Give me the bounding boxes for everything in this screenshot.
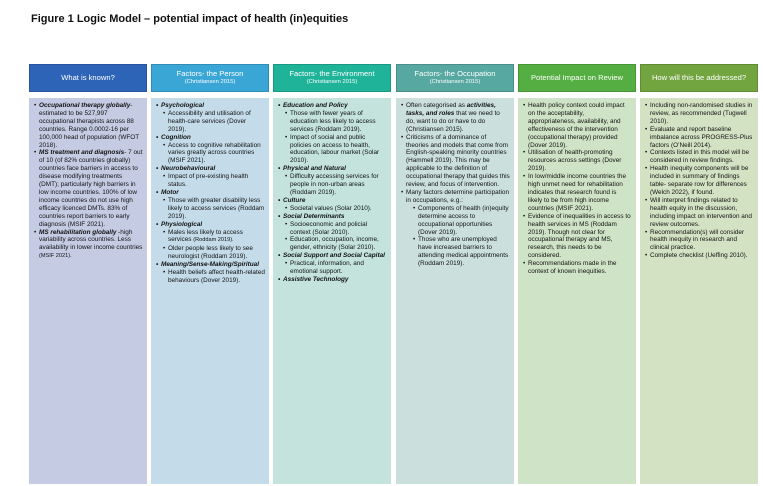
list-item: • Socioeconomic and policial context (Solar 2010). — [278, 221, 387, 237]
list-item: • Including non-randomised studies in review, as recommended (Tugwell 2010). — [645, 102, 754, 126]
column-body — [396, 98, 514, 484]
list-item: • Practical, information, and emotional support. — [278, 260, 387, 276]
column-header — [396, 64, 514, 92]
column-header — [518, 64, 636, 92]
list-item: • In low/middle income countries the high unmet need for rehabilitation indicates that research found is likely to be from high income countries (MSIF 2021). — [523, 173, 632, 213]
list-item: • Accessibility and utilisation of health-care services (Dover 2019). — [156, 110, 265, 134]
list-item: • Occupational therapy globally- estimated to be 527,997 occupational therapists across 88 countries. Range 0.0002-16 per 100,000 head of population (WFOT 2018). — [34, 102, 143, 149]
list-item: • Criticisms of a dominance of theories and models that come from English-speaking minority countries (Hammell 2019). This may be applicable to the definition of occupational therapy that guides this review, and focus of intervention. — [401, 134, 510, 189]
list-item: • Those with fewer years of education less likely to access services (Roddam 2019). — [278, 110, 387, 134]
column-factors-environment — [273, 64, 391, 484]
column-body — [151, 98, 269, 484]
list-item: • Difficulty accessing services for people in non-urban areas (Roddam 2019). — [278, 173, 387, 197]
list-item: • Utilisation of health-promoting resources across settings (Dover 2019). — [523, 149, 632, 173]
column-header — [273, 64, 391, 92]
column-body — [29, 98, 147, 484]
list-item: • Evaluate and report baseline imbalance across PROGRESS-Plus factors (O’Neill 2014). — [645, 126, 754, 150]
category-heading: • Education and Policy — [278, 102, 387, 110]
category-heading: • Physical and Natural — [278, 165, 387, 173]
column-what-is-known — [29, 64, 147, 484]
figure-title: Figure 1 Logic Model – potential impact of health (in)equities — [31, 13, 349, 25]
column-header-subtitle: (Christiansen 2015) — [184, 78, 236, 85]
category-heading: • Meaning/Sense-Making/Spiritual — [156, 261, 265, 269]
category-heading: • Neurobehavioural — [156, 165, 265, 173]
column-header-title: Factors- the Environment — [289, 69, 375, 79]
sub-list-item: • Components of health (in)equity determine access to occupational opportunities (Dover 2019). — [406, 205, 510, 237]
sub-list-item: • Those who are unemployed have increased barriers to attending medical appointments (Roddam 2019). — [406, 236, 510, 268]
column-factors-occupation — [396, 64, 514, 484]
list-item: • Will interpret findings related to health equity in the discussion, including impact on intervention and review outcomes. — [645, 197, 754, 229]
column-header — [29, 64, 147, 92]
list-item: • Often categorised as activities, tasks, and roles that we need to do, want to do or have to do (Christiansen 2015). — [401, 102, 510, 134]
category-heading: • Motor — [156, 189, 265, 197]
list-item: • Impact of pre-existing health status. — [156, 173, 265, 189]
list-item: • Impact of social and public policies on access to health, education, labour market (Solar 2010). — [278, 134, 387, 166]
list-item: • Societal values (Solar 2010). — [278, 205, 387, 213]
list-item: • MS treatment and diagnosis- 7 out of 10 (of 82% countries globally) countries face barriers in access to disease modifying treatments (DMT); particularly high barriers in low income countries. 100% of low income countries do not use high efficacy licenced DMTs. 83% of countries report barriers to early diagnosis (MSIF 2021). — [34, 149, 143, 228]
list-item: • Education, occupation, income, gender, ethnicity (Solar 2010). — [278, 236, 387, 252]
column-body — [518, 98, 636, 484]
category-heading: • Culture — [278, 197, 387, 205]
list-item: • Recommendation(s) will consider health inequity in research and clinical practice. — [645, 229, 754, 253]
list-item: • Evidence of inequalities in access to health services in MS (Roddam 2019). Though not clear for occupational therapy and MS, research, this needs to be considered. — [523, 213, 632, 260]
column-factors-person — [151, 64, 269, 484]
list-item: • Complete checklist (Ueffing 2010). — [645, 252, 754, 260]
list-item: • Recommendations made in the context of known inequities. — [523, 260, 632, 276]
category-heading: • Social Determinants — [278, 213, 387, 221]
column-header-subtitle: (Christiansen 2015) — [429, 78, 481, 85]
list-item: • Access to cognitive rehabilitation varies greatly across countries (MSIF 2021). — [156, 142, 265, 166]
list-item: • MS rehabilitation globally -high variability across countries. Less availability in lower income countries (MSIF 2021). — [34, 229, 143, 262]
list-item: • Older people less likely to see neurologist (Roddam 2019). — [156, 245, 265, 261]
list-item: • Many factors determine participation in occupations, e.g.: • Components of health (in)equity determine access to occupational opportunities (Dover 2019). • Those who are unemployed have increased barriers to attending medical appointments (Roddam 2019). — [401, 189, 510, 268]
list-item: • Health policy context could impact on the acceptability, appropriateness, availability, and effectiveness of the intervention (occupational therapy) provided (Dover 2019). — [523, 102, 632, 149]
category-heading: • Physiological — [156, 221, 265, 229]
column-header-subtitle: (Christiansen 2015) — [306, 78, 358, 85]
column-potential-impact — [518, 64, 636, 484]
column-body — [640, 98, 758, 484]
list-item: • Males less likely to access services (Roddam 2019). — [156, 229, 265, 246]
list-item: • Those with greater disability less likely to access services (Roddam 2019). — [156, 197, 265, 221]
list-item: • Health inequity components will be included in summary of findings table- separate row for differences (Welch 2022), if found. — [645, 165, 754, 197]
column-header-title: Potential Impact on Review — [530, 72, 623, 82]
column-header — [640, 64, 758, 92]
column-header-title: Factors- the Occupation — [414, 69, 496, 79]
column-header-title: How will this be addressed? — [651, 72, 747, 82]
column-body — [273, 98, 391, 484]
category-heading: • Cognition — [156, 134, 265, 142]
column-how-addressed — [640, 64, 758, 484]
list-item: • Contexts listed in this model will be considered in review findings. — [645, 149, 754, 165]
category-heading: • Psychological — [156, 102, 265, 110]
category-heading: • Social Support and Social Capital — [278, 252, 387, 260]
column-header — [151, 64, 269, 92]
column-header-title: Factors- the Person — [176, 69, 244, 79]
column-header-title: What is known? — [61, 72, 115, 82]
list-item: • Health beliefs affect health-related behaviours (Dover 2019). — [156, 269, 265, 285]
category-heading: • Assistive Technology — [278, 276, 387, 284]
